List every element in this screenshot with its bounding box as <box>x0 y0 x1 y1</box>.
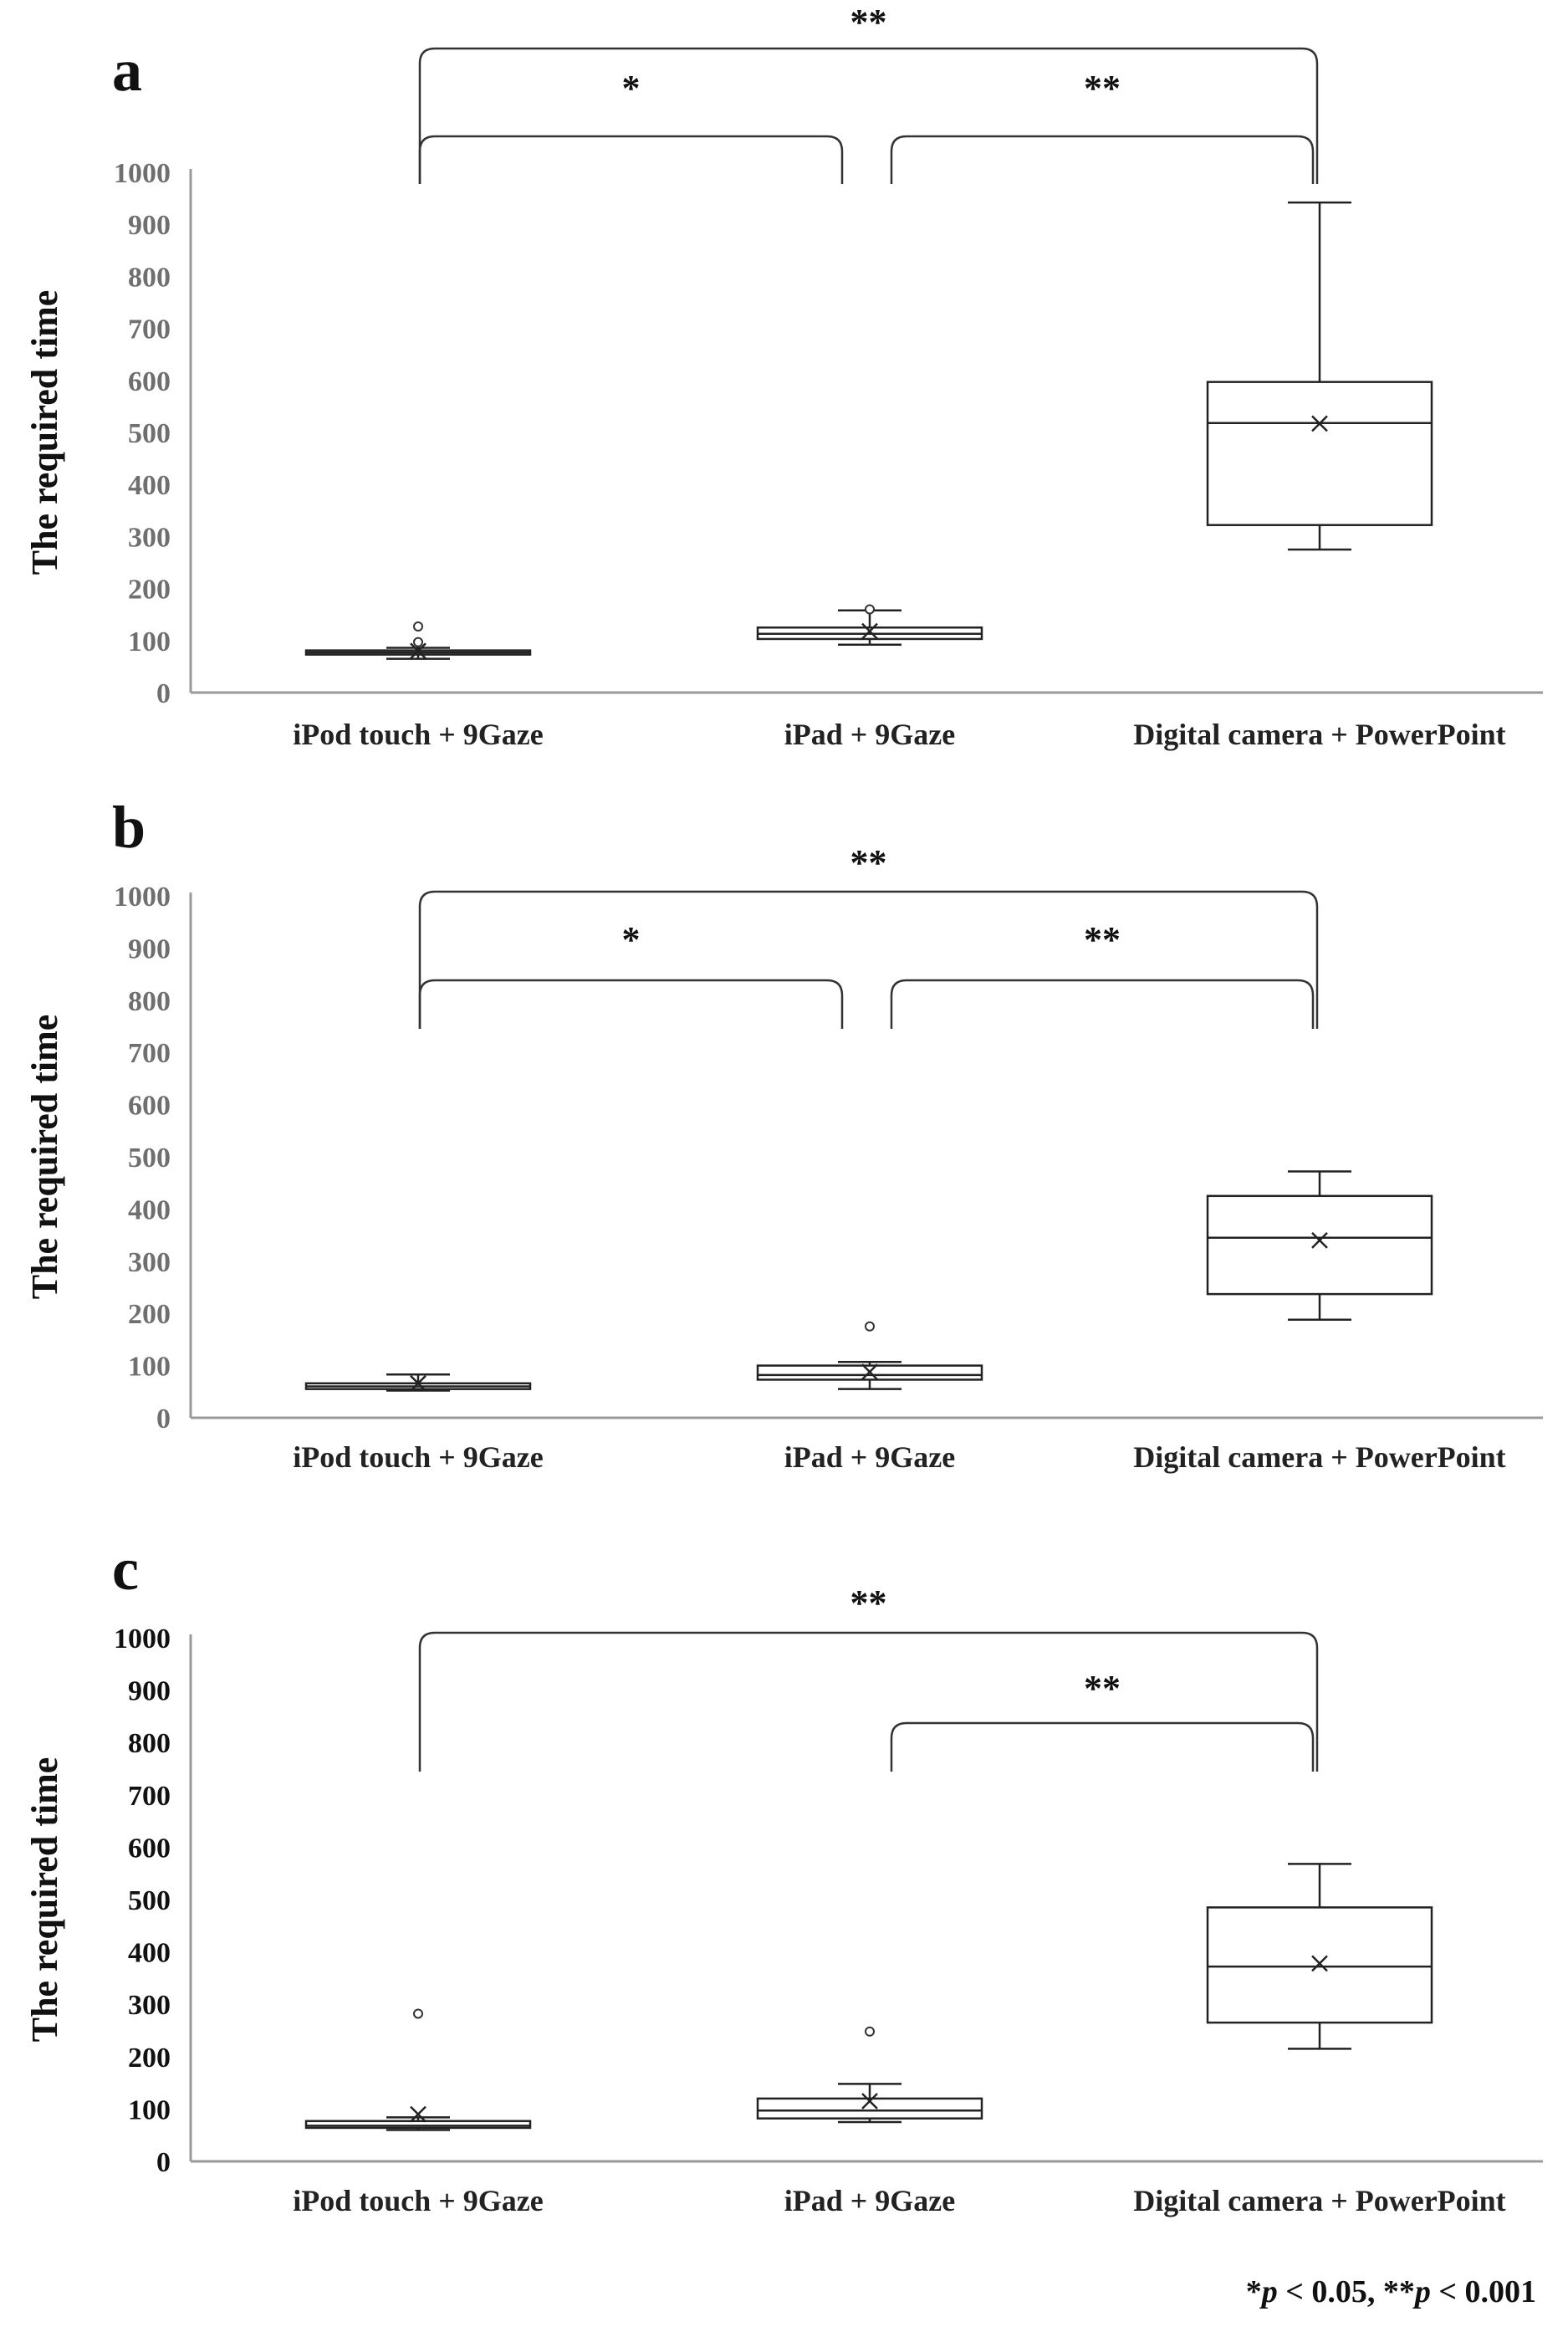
y-tick-label: 100 <box>128 2094 171 2126</box>
y-tick-label: 500 <box>128 418 171 449</box>
significance-bracket-line <box>420 892 1317 1029</box>
y-tick-label: 100 <box>128 626 171 657</box>
significance-label: * <box>621 68 641 109</box>
box-2 <box>1208 1864 1432 2048</box>
y-tick-label: 600 <box>128 366 171 397</box>
outlier-point <box>414 638 422 647</box>
y-tick-label: 700 <box>128 1780 171 1812</box>
y-tick-label: 800 <box>128 985 171 1017</box>
y-tick-label: 300 <box>128 1990 171 2022</box>
y-tick-label: 300 <box>128 1246 171 1278</box>
y-tick-label: 0 <box>156 678 171 709</box>
panel-c <box>24 1536 1543 2217</box>
y-tick-label: 600 <box>128 1090 171 1122</box>
y-tick-label: 900 <box>128 933 171 965</box>
x-tick-label: Digital camera + PowerPoint <box>1133 1440 1506 1474</box>
footnote-p2-rest: < 0.001 <box>1430 2274 1536 2309</box>
y-tick-label: 700 <box>128 314 171 345</box>
footnote-p2-symbol: p <box>1414 2274 1431 2309</box>
x-tick-label: iPad + 9Gaze <box>784 2184 956 2217</box>
box-2 <box>1208 1171 1432 1319</box>
significance-bracket-0-1 <box>420 68 842 184</box>
significance-bracket-0-2 <box>420 2 1317 184</box>
footnote-p1-rest: < 0.05, <box>1277 2274 1383 2309</box>
iqr-box <box>1208 382 1432 525</box>
y-tick-label: 400 <box>128 1937 171 1969</box>
significance-bracket-1-2 <box>891 1668 1313 1772</box>
x-tick-label: iPod touch + 9Gaze <box>293 1440 544 1474</box>
box-1 <box>758 605 982 644</box>
panel-letter: c <box>112 1536 139 1603</box>
y-tick-label: 500 <box>128 1143 171 1174</box>
significance-label: ** <box>1084 68 1121 109</box>
box-0 <box>306 1374 530 1391</box>
y-tick-label: 0 <box>156 1404 171 1434</box>
x-tick-label: iPad + 9Gaze <box>784 1440 956 1474</box>
significance-bracket-1-2 <box>891 68 1313 184</box>
significance-label: ** <box>1084 1668 1121 1709</box>
x-tick-label: iPod touch + 9Gaze <box>293 718 544 751</box>
box-0 <box>306 622 530 659</box>
y-tick-label: 200 <box>128 574 171 606</box>
panel-a <box>24 2 1543 751</box>
significance-bracket-0-2 <box>420 842 1317 1029</box>
significance-label: ** <box>850 842 887 883</box>
outlier-point <box>866 2028 874 2036</box>
significance-bracket-line <box>420 136 842 184</box>
footnote-p1-symbol: p <box>1261 2274 1278 2309</box>
box-0 <box>306 2009 530 2130</box>
y-tick-label: 500 <box>128 1885 171 1916</box>
x-tick-label: iPod touch + 9Gaze <box>293 2184 544 2217</box>
y-tick-label: 800 <box>128 1728 171 1760</box>
y-tick-label: 400 <box>128 470 171 502</box>
footnote-p1-prefix: * <box>1245 2274 1262 2309</box>
y-tick-label: 1000 <box>114 882 171 913</box>
x-tick-label: Digital camera + PowerPoint <box>1133 718 1506 751</box>
significance-bracket-line <box>891 136 1313 184</box>
x-tick-label: Digital camera + PowerPoint <box>1133 2184 1506 2217</box>
y-tick-label: 100 <box>128 1351 171 1383</box>
y-axis-label: The required time <box>24 1014 65 1300</box>
y-tick-label: 900 <box>128 1675 171 1707</box>
significance-bracket-0-2 <box>420 1583 1317 1772</box>
y-tick-label: 600 <box>128 1833 171 1864</box>
y-tick-label: 200 <box>128 2042 171 2074</box>
y-tick-label: 300 <box>128 522 171 554</box>
outlier-point <box>866 605 874 613</box>
significance-bracket-line <box>891 980 1313 1029</box>
significance-bracket-line <box>420 980 842 1029</box>
iqr-box <box>1208 1907 1432 2023</box>
y-axis-label: The required time <box>24 1757 65 2043</box>
significance-footnote <box>1246 2273 1536 2310</box>
box-1 <box>758 1322 982 1389</box>
panel-b <box>24 794 1543 1474</box>
y-tick-label: 400 <box>128 1194 171 1226</box>
outlier-point <box>866 1322 874 1331</box>
y-tick-label: 200 <box>128 1299 171 1331</box>
significance-label: ** <box>850 2 887 43</box>
y-tick-label: 800 <box>128 262 171 294</box>
y-tick-label: 0 <box>156 2147 171 2178</box>
footnote-p2-prefix: ** <box>1382 2274 1415 2309</box>
significance-label: ** <box>1084 919 1121 960</box>
panel-letter: a <box>112 37 142 104</box>
significance-bracket-line <box>420 1633 1317 1772</box>
y-tick-label: 1000 <box>114 1624 171 1654</box>
iqr-box <box>1208 1196 1432 1294</box>
significance-bracket-line <box>891 1723 1313 1772</box>
x-tick-label: iPad + 9Gaze <box>784 718 956 751</box>
significance-label: * <box>621 919 641 960</box>
significance-bracket-0-1 <box>420 919 842 1029</box>
box-1 <box>758 2028 982 2122</box>
y-tick-label: 1000 <box>114 158 171 189</box>
panel-letter: b <box>112 794 146 861</box>
box-2 <box>1208 202 1432 550</box>
outlier-point <box>414 622 422 631</box>
significance-bracket-line <box>420 49 1317 184</box>
outlier-point <box>414 2009 422 2017</box>
iqr-box <box>306 2121 530 2128</box>
y-tick-label: 900 <box>128 210 171 242</box>
y-axis-label: The required time <box>24 289 65 575</box>
significance-bracket-1-2 <box>891 919 1313 1029</box>
y-tick-label: 700 <box>128 1038 171 1070</box>
significance-label: ** <box>850 1583 887 1624</box>
